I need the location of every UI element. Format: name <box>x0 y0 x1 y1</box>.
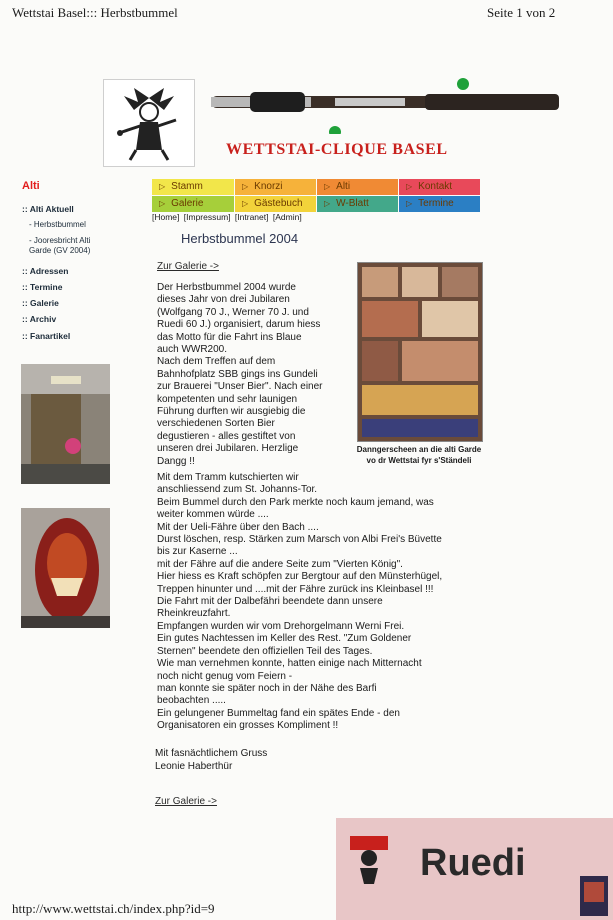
parade-float-photo[interactable] <box>21 364 110 484</box>
sidebar-item-herbstbummel[interactable]: - Herbstbummel <box>29 220 86 229</box>
sidebar-item-label: Alti Aktuell <box>29 204 74 214</box>
article-text-intro: Der Herbstbummel 2004 wurde dieses Jahr von drei Jubilaren (Wolfgang 70 J., Werner 70 J. und Ruedi 60 J.) organisiert, darum hiess das Motto für die Fahrt ins Blaue auch WWR200. Nach dem Treffen auf dem Bahnhofplatz SBB gings ins Gundeli zur Brauerei "Unser Bier". Nach einer kompetenten und sehr launigen Führung durften wir ausgiebig die verschiedenen Sorten Bier degustieren - alles gestiftet von unseren drei Jubilaren. Herzlige Dangg !! <box>157 282 323 467</box>
triangle-right-icon: ▷ <box>242 182 249 191</box>
sidebar-item-jooresbricht[interactable]: - Jooresbricht Alti Garde (GV 2004) <box>29 236 91 255</box>
print-footer-url: http://www.wettstai.ch/index.php?id=9 <box>12 901 215 916</box>
brand-name: WETTSTAI-CLIQUE BASEL <box>226 141 448 158</box>
sidebar-item-label: Archiv <box>29 314 57 324</box>
sidebar-item-label: Galerie <box>30 298 59 308</box>
subnav-impressum-link[interactable]: [Impressum] <box>183 212 231 222</box>
collage-image <box>358 263 482 441</box>
triangle-right-icon: ▷ <box>159 199 166 208</box>
sidebar-item-alti-aktuell[interactable]: :: Alti Aktuell <box>22 204 74 214</box>
sidebar-item-label: Herbstbummel <box>33 220 86 229</box>
subnav-intranet-link[interactable]: [Intranet] <box>234 212 269 222</box>
triangle-right-icon: ▷ <box>324 182 331 191</box>
piccolo-banner-icon <box>205 72 565 134</box>
sidebar-item-archiv[interactable]: :: Archiv <box>22 314 57 324</box>
nav-label: W-Blatt <box>336 198 369 209</box>
lantern-photo-image <box>21 508 110 628</box>
nav-label: Galerie <box>171 198 204 209</box>
sidebar-item-label: Adressen <box>29 266 69 276</box>
sidebar-item-galerie[interactable]: :: Galerie <box>22 298 59 308</box>
triangle-right-icon: ▷ <box>159 182 166 191</box>
sidebar-item-label: Termine <box>30 282 63 292</box>
nav-label: Kontakt <box>418 181 453 192</box>
print-page-number: Seite 1 von 2 <box>487 5 556 20</box>
badge-icon <box>580 876 608 916</box>
nav-stamm[interactable] <box>152 179 234 195</box>
page-title: Herbstbummel 2004 <box>181 231 299 246</box>
nav-galerie[interactable] <box>152 196 234 212</box>
article-text-main: Mit dem Tramm kutschierten wir anschliessend zum St. Johanns-Tor. Beim Bummel durch den Park merkte noch kaum jemand, was weiter kommen würde .... Mit der Ueli-Fähre über den Bach .... Durst löschen, resp. Stärken zum Marsch von Albi Frei's Büvette bis zur Kaserne ... mit der Fähre auf die andere Seite zum "Vierten König". Hier hiess es Kraft schöpfen zur Bergtour auf den Münsterhügel, Treppen hinunter und ....mit der Fähre zurück ins Kleinbasel !!! Die Fahrt mit der Dalbefähri beendete dann unsere Rheinkreuzfahrt. Empfangen wurden wir vom Drehorgelmann Werni Frei. Ein gutes Nachtessen im Keller des Rest. "Zum Goldener Sternen" beendete den offiziellen Teil des Tages. Wie man vernehmen konnte, hatten einige nach Mitternacht noch nicht genug vom Feiern - man konnte sie später noch in der Nähe des Barfi beobachten ..... Ein gelungener Bummeltag fand ein spätes Ende - den Organisatoren ein grosses Kompliment !! <box>157 472 443 732</box>
subnav-admin-link[interactable]: [Admin] <box>272 212 302 222</box>
triangle-right-icon: ▷ <box>406 182 413 191</box>
jester-logo-icon <box>104 80 194 166</box>
clique-logo[interactable] <box>103 79 195 167</box>
float-photo-image <box>21 364 110 484</box>
lantern-photo[interactable] <box>21 508 110 628</box>
sidebar-item-fanartikel[interactable]: :: Fanartikel <box>22 331 71 341</box>
article-signature: Mit fasnächtlichem Gruss Leonie Haberthür <box>155 748 268 772</box>
sub-navigation <box>152 212 304 222</box>
triangle-right-icon: ▷ <box>242 199 249 208</box>
gallery-link-bottom[interactable]: Zur Galerie -> <box>155 796 217 807</box>
sidebar-item-termine[interactable]: :: Termine <box>22 282 63 292</box>
gallery-link-top[interactable]: Zur Galerie -> <box>157 261 219 272</box>
sidebar-item-label: Jooresbricht Alti Garde (GV 2004) <box>29 236 91 255</box>
nav-label: Termine <box>418 198 454 209</box>
nav-w-blatt[interactable] <box>317 196 398 212</box>
nav-label: Knorzi <box>254 181 283 192</box>
triangle-right-icon: ▷ <box>406 199 413 208</box>
nav-knorzi[interactable] <box>235 179 316 195</box>
nav-alti[interactable] <box>317 179 398 195</box>
name-card-title: Ruedi <box>420 842 526 884</box>
photo-collage[interactable] <box>357 262 483 442</box>
nav-termine[interactable] <box>399 196 480 212</box>
sidebar-item-adressen[interactable]: :: Adressen <box>22 266 69 276</box>
triangle-right-icon: ▷ <box>324 199 331 208</box>
sidebar-heading: Alti <box>22 180 40 192</box>
subnav-home-link[interactable]: [Home] <box>152 212 180 222</box>
jester-sticker-icon <box>346 832 392 886</box>
nav-gaestebuch[interactable] <box>235 196 316 212</box>
nav-label: Alti <box>336 181 351 192</box>
nav-label: Stamm <box>171 181 203 192</box>
print-header-title: Wettstai Basel::: Herbstbummel <box>12 5 178 20</box>
nav-label: Gästebuch <box>254 198 303 209</box>
sidebar-item-label: Fanartikel <box>30 331 71 341</box>
collage-caption: Danngerscheen an die alti Garde vo dr Wettstai fyr s'Ständeli <box>356 445 482 465</box>
nav-kontakt[interactable] <box>399 179 480 195</box>
